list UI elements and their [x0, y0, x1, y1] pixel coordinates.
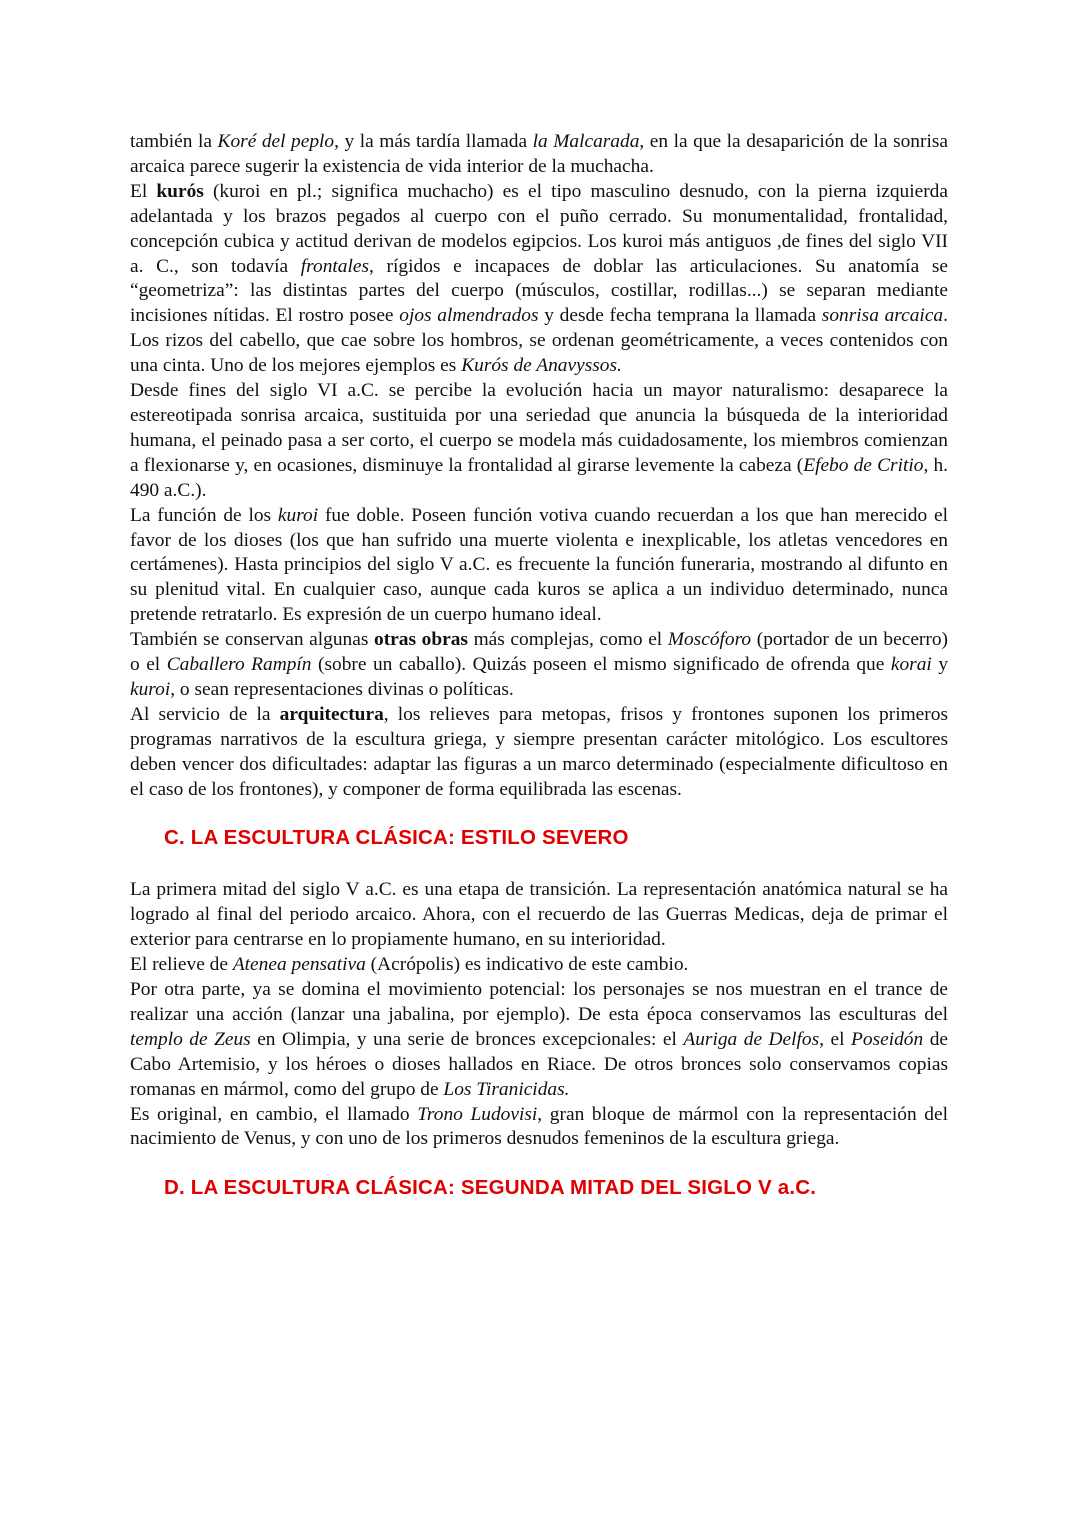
text-run: korai	[890, 654, 932, 676]
text-run: fue doble. Poseen función votiva cuando recuerdan a los que han merecido el favor de los dioses (los que han sufrido una muerte violenta e inexplicable, los atletas vencedores en certámenes). Hasta principios del siglo V a.C. es frecuente la función funeraria, mostrando al difunto en su plenitud vital. En cualquier caso, aunque cada kuros se aplica a un individuo determinado, nunca pretende retratarlo. Es expresión de un cuerpo humano ideal.	[130, 504, 948, 626]
text-run: El relieve de	[130, 954, 233, 976]
text-run: (sobre un caballo). Quizás poseen el mismo significado de ofrenda que	[311, 654, 891, 676]
text-run: , el	[819, 1028, 852, 1050]
text-run: también la	[130, 131, 218, 152]
paragraph-funcion-kuroi	[130, 504, 948, 629]
text-run: También se conservan algunas	[130, 629, 375, 651]
text-run: kurós	[156, 180, 204, 202]
text-run: La primera mitad del siglo V a.C. es una etapa de transición. La representación anatómica natural se ha logrado al final del periodo arcaico. Ahora, con el recuerdo de las Guerras Medicas, deja de primar el exterior para centrarse en lo propiamente humano, en su interioridad.	[130, 879, 948, 951]
text-run: , gran bloque de mármol con la representación del nacimiento de Venus, y con uno de los primeros desnudos femeninos de la escultura griega.	[130, 1103, 948, 1150]
section-heading-d: D. LA ESCULTURA CLÁSICA: SEGUNDA MITAD DEL SIGLO V a.C.	[164, 1176, 817, 1200]
text-run: El	[130, 180, 157, 202]
text-run: (kuroi en pl.; significa muchacho) es el tipo masculino desnudo, con la pierna izquierda adelantada y los brazos pegados al cuerpo con el puño cerrado. Su monumentalidad, frontalidad, concepción cubica y actitud derivan de modelos egipcios. Los kuroi más antiguos ,de fines del siglo VII a. C., son todavía	[130, 180, 948, 277]
paragraph-kore	[130, 130, 948, 180]
text-run: kuroi	[277, 504, 319, 526]
text-run: frontales	[300, 255, 370, 277]
text-run: la Malcarada	[532, 131, 640, 152]
text-run: otras obras	[374, 629, 468, 651]
text-run: Atenea pensativa	[232, 954, 366, 976]
text-run: Al servicio de la	[130, 703, 280, 725]
text-run: Efebo de Critio	[803, 454, 924, 476]
text-run: , h. 490 a.C.).	[130, 454, 948, 501]
text-run: Auriga de Delfos	[683, 1028, 820, 1050]
text-run: (portador de un becerro) o el	[130, 629, 948, 676]
text-run: arquitectura	[279, 703, 384, 725]
text-run: Koré del peplo	[217, 131, 335, 152]
text-run: , los relieves para metopas, frisos y frontones suponen los primeros programas narrativos de la escultura griega, y siempre presentan carácter mitológico. Los escultores deben vencer dos dificultades: adaptar las figuras a un marco determinado (especialmente dificultoso en el caso de los frontones), y componer de forma equilibrada las escenas.	[130, 703, 948, 800]
text-run: , en la que la desaparición de la sonrisa arcaica parece sugerir la existencia de vida interior de la muchacha.	[130, 131, 948, 177]
text-run: de Cabo Artemisio, y los héroes o dioses hallados en Riace. De otros bronces solo conservamos copias romanas en mármol, como del grupo de	[130, 1028, 949, 1100]
text-run: (Acrópolis) es indicativo de este cambio.	[365, 954, 689, 976]
text-run: Kurós de Anavyssos.	[461, 355, 622, 377]
text-run: , o sean representaciones divinas o políticas.	[170, 678, 514, 700]
paragraph-naturalismo	[130, 379, 948, 504]
text-run: kuroi	[130, 678, 171, 700]
text-run: Es original, en cambio, el llamado	[130, 1103, 418, 1125]
paragraph-arquitectura	[130, 703, 948, 803]
text-run: ojos almendrados	[399, 305, 539, 327]
text-run: templo de Zeus	[130, 1028, 251, 1050]
text-run: Los Tiranicidas.	[443, 1078, 570, 1100]
text-run: y	[931, 654, 949, 676]
text-run: y desde fecha temprana la llamada	[538, 305, 822, 327]
text-run: más complejas, como el	[467, 629, 668, 651]
paragraph-movimiento	[130, 978, 948, 1103]
text-run: Caballero Rampín	[166, 654, 312, 676]
text-run: Moscóforo	[667, 629, 752, 651]
paragraph-kuros	[130, 180, 948, 379]
text-run: , y la más tardía llamada	[334, 131, 533, 152]
paragraph-otras-obras	[130, 628, 948, 703]
text-run: , rígidos e incapaces de doblar las articulaciones. Su anatomía se “geometriza”: las distintas partes del cuerpo (músculos, costillar, rodillas...) se separan mediante incisiones nítidas. El rostro posee	[130, 255, 949, 327]
text-run: . Los rizos del cabello, que cae sobre los hombros, se ordenan geométricamente, a veces contenidos con una cinta. Uno de los mejores ejemplos es	[130, 305, 948, 377]
text-run: Trono Ludovisi	[417, 1103, 538, 1125]
text-run: La función de los	[130, 504, 278, 526]
paragraph-transicion	[130, 878, 948, 953]
text-run: Poseidón	[851, 1028, 924, 1050]
paragraph-atenea	[130, 953, 948, 978]
text-run: Por otra parte, ya se domina el movimiento potencial: los personajes se nos muestran en el trance de realizar una acción (lanzar una jabalina, por ejemplo). De esta época conservamos las esculturas del	[130, 979, 948, 1025]
text-run: Desde fines del siglo VI a.C. se percibe la evolución hacia un mayor naturalismo: desaparece la estereotipada sonrisa arcaica, sustituida por una seriedad que anuncia la búsqueda de la interioridad humana, el peinado pasa a ser corto, el cuerpo se modela más cuidadosamente, los miembros comienzan a flexionarse y, en ocasiones, disminuye la frontalidad al girarse levemente la cabeza (	[130, 380, 948, 476]
document-page	[130, 130, 948, 1201]
paragraph-trono-ludovisi	[130, 1103, 948, 1153]
text-run: en Olimpia, y una serie de bronces excepcionales: el	[250, 1028, 684, 1050]
text-run: sonrisa arcaica	[821, 305, 944, 327]
section-heading-c: C. LA ESCULTURA CLÁSICA: ESTILO SEVERO	[164, 826, 629, 850]
